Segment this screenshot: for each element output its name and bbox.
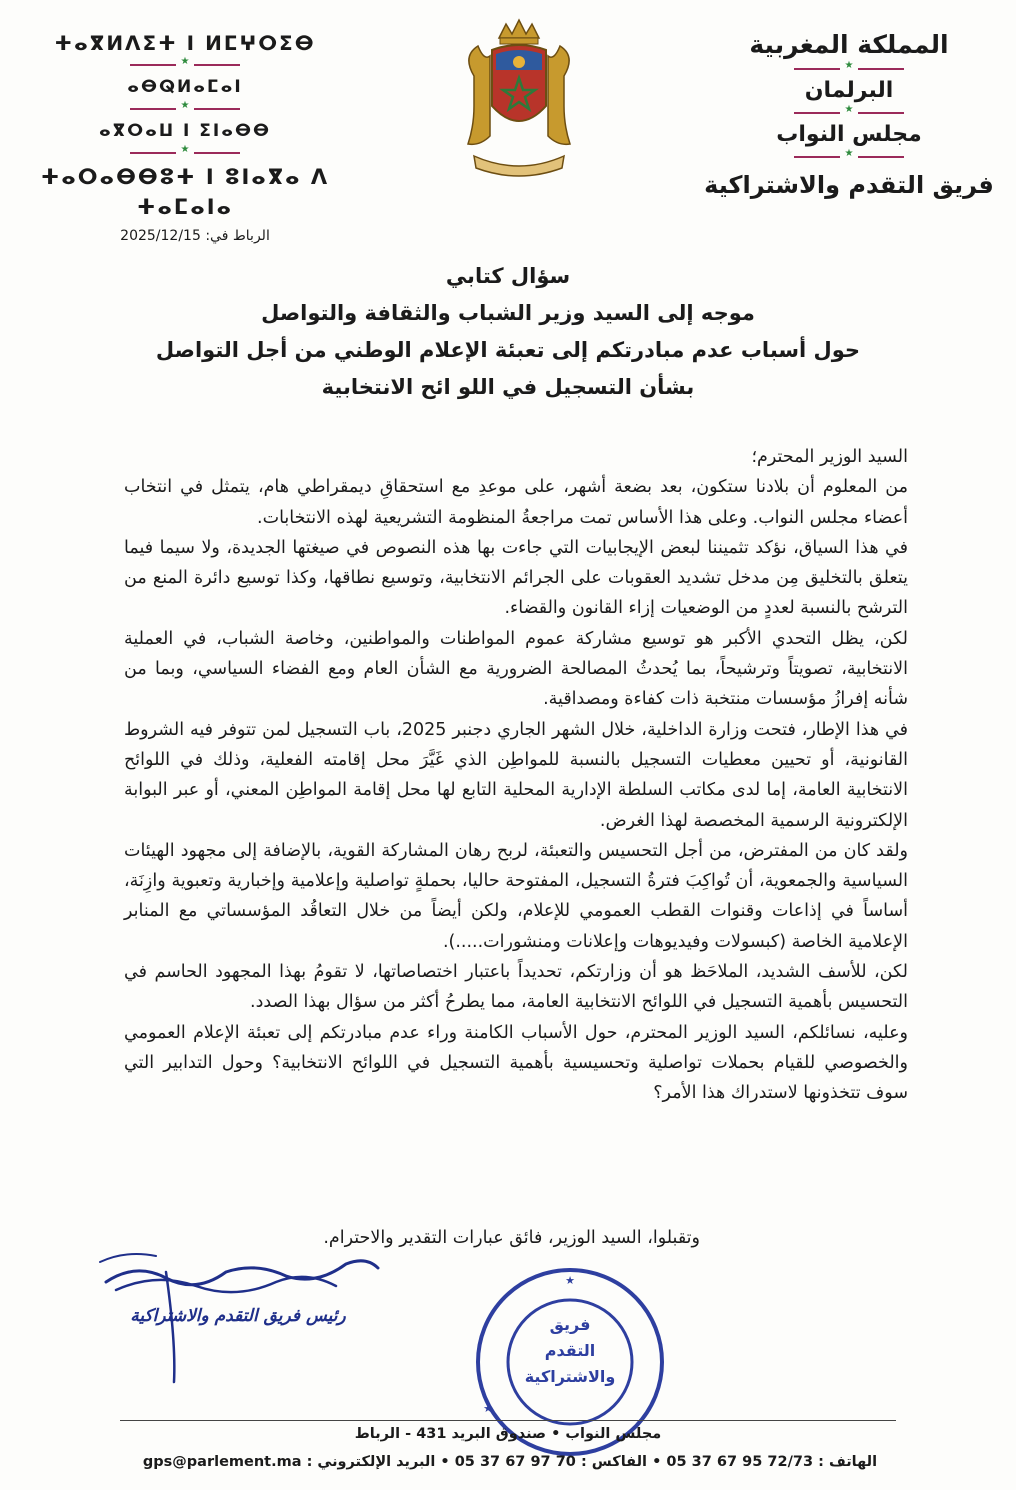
question-title — [130, 258, 886, 406]
header-divider — [794, 112, 904, 114]
title-line: سؤال كتابي — [445, 264, 571, 288]
stamp-center — [505, 1312, 635, 1390]
header-divider — [794, 156, 904, 158]
closing-line: وتقبلوا، السيد الوزير، فائق عبارات التقدير والاحترام. — [323, 1228, 700, 1248]
paragraph: في هذا الإطار، فتحت وزارة الداخلية، خلال الشهر الجاري دجنبر 2025، باب التسجيل لمن تتوفر فيه الشروط القانونية، أو تحيين معطيات التسجيل بالنسبة للمواطِن الذي غَيَّرَ محل إقامته الفعلية، وذلك في اللوائح الانتخابية العامة، إما لدى مكاتب السلطة الإدارية المحلية التابع لها محل إقامة المواطِن المعني، أو عبر البوابة الإلكترونية الرسمية المخصصة لهذا الغرض. — [124, 719, 908, 831]
date-line — [30, 228, 340, 244]
stamp-line: التقدم — [544, 1341, 596, 1360]
tifinagh-kingdom: ⵜⴰⴳⵍⴷⵉⵜ ⵏ ⵍⵎⵖⵔⵉⴱ — [54, 31, 316, 55]
title-line: موجه إلى السيد وزير الشباب والثقافة والتواصل — [261, 301, 755, 325]
paragraph: وعليه، نسائلكم، السيد الوزير المحترم، حول الأسباب الكامنة وراء عدم مبادرتكم إلى تعبئة الإعلام العمومي والخصوصي للقيام بحملات تواصلية وتحسيسية بأهمية التسجيل في اللوائح الانتخابية؟ وحول التدابير التي سوف تتخذونها لاستدراك هذا الأمر؟ — [124, 1022, 908, 1104]
kingdom-name: المملكة المغربية — [749, 30, 949, 59]
salutation: السيد الوزير المحترم؛ — [751, 447, 908, 467]
signatory-title: رئيس فريق التقدم والاشتراكية — [130, 1306, 346, 1326]
footer-divider — [120, 1420, 896, 1421]
royal-emblem-icon — [444, 16, 594, 186]
header-divider — [794, 68, 904, 70]
paragraph: لكن، للأسف الشديد، الملاحَظ هو أن وزارتكم، تحديداً باعتبار اختصاصاتها، لا تقومُ بهذا المجهود الحاسم في التحسيس بأهمية التسجيل في اللوائح الانتخابية العامة، مما يطرحُ أكثر من سؤال بهذا الصدد. — [124, 962, 908, 1013]
title-line: حول أسباب عدم مبادرتكم إلى تعبئة الإعلام الوطني من أجل التواصل — [155, 338, 861, 362]
header-divider — [130, 108, 240, 110]
stamp-line: فريق — [549, 1315, 591, 1334]
header-right — [704, 28, 994, 202]
paragraph: في هذا السياق، نؤكد تثميننا لبعض الإيجابيات التي جاءت بها هذه النصوص في صيغتها الجديدة، ولا سيما فيما يتعلق بالتخليق مِن مدخل تشديد العقوبات على الجرائم الانتخابية، وتوسيع نطاقها، وكذا توسيع دائرة المنع من الترشح بالنسبة لعددٍ من الوضعيات إزاء القانون والقضاء. — [124, 537, 908, 619]
title-line: بشأن التسجيل في اللو ائح الانتخابية — [321, 375, 695, 399]
stamp-line: والاشتراكية — [524, 1367, 616, 1386]
header-divider — [130, 152, 240, 154]
header-left — [30, 28, 340, 244]
letter-body — [124, 442, 908, 1109]
header-divider — [130, 64, 240, 66]
paragraph: من المعلوم أن بلادنا ستكون، بعد بضعة أشهر، على موعدِ مع استحقاقِ ديمقراطي هام، يتمثل في انتخاب أعضاء مجلس النواب. وعلى هذا الأساس تمت مراجعةُ المنظومة التشريعية لهذه الانتخابات. — [124, 477, 908, 528]
paragraph: ولقد كان من المفترض، من أجل التحسيس والتعبئة، لربح رهان المشاركة القوية، بالإضافة إلى مجهود الهيئات السياسية والجمعوية، أن تُواكِبَ فترةُ التسجيل، المفتوحة حاليا، بحملةٍ تواصلية وإعلامية وإخبارية وتعبوية وازِنَة، أساساً في إذاعات وقنوات القطب العمومي للإعلام، ولكن أيضاً من خلال التعاقُد المؤسساتي مع المنابر الإعلامية الخاصة (كبسولات وفيديوهات وإعلانات ومنشورات.....). — [124, 840, 908, 952]
date-label: الرباط في: — [205, 228, 270, 244]
date-value: 2025/12/15 — [120, 228, 201, 244]
footer-contacts: الهاتف : 72/73 95 67 37 05 • الفاكس : 70 97 67 37 05 • البريد الإلكتروني : gps@parlement.ma — [142, 1454, 878, 1470]
footer-address: مجلس النواب • صندوق البريد 431 - الرباط — [354, 1426, 662, 1442]
tifinagh-group: ⵜⴰⵔⴰⴱⴱⵓⵜ ⵏ ⵓⵏⴰⴳⴰ ⴷ ⵜⴰⵎⴰⵏⴰ — [40, 165, 330, 219]
tifinagh-house: ⴰⴳⵔⴰⵡ ⵏ ⵉⵏⴰⴱⴱ — [99, 121, 271, 141]
paragraph: لكن، يظل التحدي الأكبر هو توسيع مشاركة عموم المواطنات والمواطنين، وخاصة الشباب، في العملية الانتخابية، تصويتاً وترشيحاً، بما يُحدثُ المصالحة الضرورية مع الشأن العام ومع الفضاء السياسي، وبما من شأنه إفرازُ مؤسسات منتخبة ذات كفاءة ومصداقية. — [124, 628, 908, 710]
svg-text:★: ★ — [565, 1274, 575, 1287]
house-name: مجلس النواب — [776, 122, 922, 147]
parliament-name: البرلمان — [804, 78, 894, 103]
tifinagh-parliament: ⴰⴱⵕⵍⴰⵎⴰⵏ — [127, 77, 243, 97]
svg-text:★: ★ — [483, 1402, 493, 1415]
group-name: فريق التقدم والاشتراكية — [704, 171, 994, 199]
